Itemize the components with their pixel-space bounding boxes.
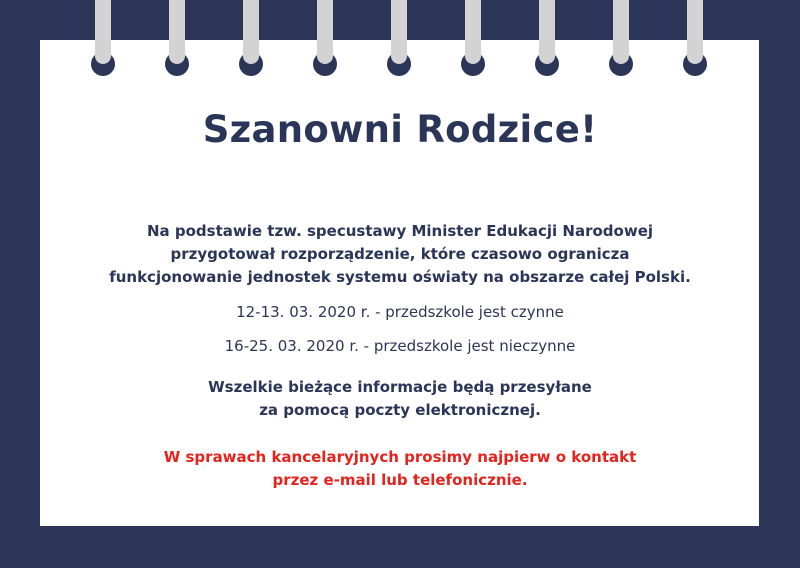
ring-wire [95,0,111,64]
ring-wire [613,0,629,64]
notice-line-2: przez e-mail lub telefonicznie. [272,471,528,489]
binder-ring-8 [607,0,635,80]
binder-ring-4 [311,0,339,80]
ring-wire [391,0,407,64]
binder-ring-6 [459,0,487,80]
date-closed-line: 16-25. 03. 2020 r. - przedszkole jest nieczynne [224,337,576,355]
binder-ring-7 [533,0,561,80]
info-line-1: Wszelkie bieżące informacje będą przesyłane [208,378,592,396]
ring-wire [539,0,555,64]
info-line-2: za pomocą poczty elektronicznej. [259,401,541,419]
binder-ring-1 [89,0,117,80]
ring-wire [169,0,185,64]
ring-wire [465,0,481,64]
intro-line-2: przygotował rozporządzenie, które czasowo ogranicza [170,245,630,263]
info-paragraph [0,376,800,422]
intro-line-1: Na podstawie tzw. specustawy Minister Edukacji Narodowej [146,222,654,240]
binder-ring-3 [237,0,265,80]
intro-line-3: funkcjonowanie jednostek systemu oświaty na obszarze całej Polski. [109,268,691,286]
ring-wire [317,0,333,64]
binder-ring-9 [681,0,709,80]
ring-wire [687,0,703,64]
binder-ring-5 [385,0,413,80]
notice-line-1: W sprawach kancelaryjnych prosimy najpierw o kontakt [163,448,637,466]
contact-notice [0,446,800,492]
binder-ring-2 [163,0,191,80]
intro-paragraph [0,220,800,289]
ring-wire [243,0,259,64]
page-title: Szanowni Rodzice! [202,108,598,151]
date-open-line: 12-13. 03. 2020 r. - przedszkole jest czynne [236,303,564,321]
